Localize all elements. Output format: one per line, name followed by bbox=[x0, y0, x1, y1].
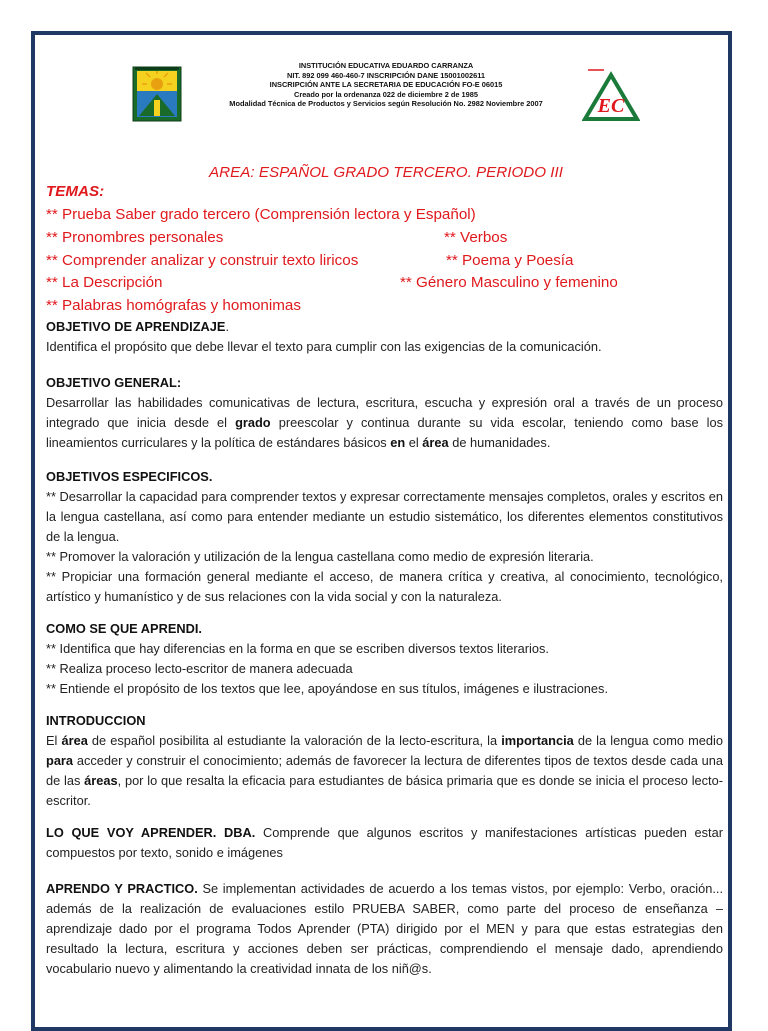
section-text: Identifica el propósito que debe llevar el texto para cumplir con las exigencias de la comunicación. bbox=[46, 339, 602, 354]
ec-triangle-logo bbox=[582, 65, 640, 123]
como-se-que-aprendi-section bbox=[46, 619, 723, 699]
aprendo-y-practico-section bbox=[46, 879, 723, 979]
logo-initials: EC bbox=[597, 95, 625, 117]
list-item: ** Entiende el propósito de los textos que lee, apoyándose en sus títulos, imágenes e ilustraciones. bbox=[46, 681, 608, 696]
institution-registration: INSCRIPCIÓN ANTE LA SECRETARIA DE EDUCACIÓN FO-E 06015 bbox=[269, 80, 503, 90]
school-crest-logo bbox=[132, 66, 182, 122]
list-item: ** Propiciar una formación general mediante el acceso, de manera crítica y creativa, al conocimiento, tecnológico, artístico y humanístico y de sus relaciones con la vida social y con la naturaleza. bbox=[46, 569, 723, 604]
section-heading: INTRODUCCION bbox=[46, 713, 146, 728]
tema-item: ** La Descripción bbox=[46, 274, 163, 291]
introduccion-section bbox=[46, 711, 723, 811]
section-text: El área de español posibilita al estudiante la valoración de la lecto-escritura, la importancia de la lengua como medio para acceder y construir el conocimiento; además de favorecer la lectura de diferentes tipos de textos desde cada una de las áreas, por lo que resalta la eficacia para estudiantes de básica primaria que es donde se inicia el proceso lecto-escritor. bbox=[46, 733, 723, 808]
tema-item: ** Prueba Saber grado tercero (Comprensión lectora y Español) bbox=[46, 206, 476, 223]
section-text: Desarrollar las habilidades comunicativas de lectura, escritura, escucha y expresión oral a través de un proceso integrado que inicia desde el grado preescolar y continua durante su vida escolar, teniendo como base los lineamientos curriculares y la política de estándares básicos en el área de humanidades. bbox=[46, 395, 723, 450]
objetivos-especificos-section bbox=[46, 467, 723, 607]
tema-item: ** Género Masculino y femenino bbox=[400, 274, 618, 291]
section-heading: LO QUE VOY APRENDER. DBA. bbox=[46, 825, 256, 840]
tema-item: ** Pronombres personales bbox=[46, 229, 224, 246]
list-item: ** Desarrollar la capacidad para comprender textos y expresar correctamente mensajes completos, orales y escritos en la lengua castellana, así como para entender mediante un estudio sistemático, los diferentes elementos constitutivos de la lengua. bbox=[46, 489, 723, 544]
section-text: LO QUE VOY APRENDER. DBA. Comprende que algunos escritos y manifestaciones artísticas pueden estar compuestos por texto, sonido e imágenes bbox=[46, 825, 723, 860]
tema-item: ** Comprender analizar y construir texto liricos bbox=[46, 252, 359, 269]
list-item: ** Realiza proceso lecto-escritor de manera adecuada bbox=[46, 661, 353, 676]
list-item: ** Identifica que hay diferencias en la forma en que se escriben diversos textos literarios. bbox=[46, 641, 549, 656]
objetivo-general-section bbox=[46, 373, 723, 453]
tema-item: ** Palabras homógrafas y homonimas bbox=[46, 297, 301, 314]
section-heading: COMO SE QUE APRENDI. bbox=[46, 621, 202, 636]
section-text: APRENDO Y PRACTICO. Se implementan actividades de acuerdo a los temas vistos, por ejemplo: Verbo, oración... además de la realización de evaluaciones estilo PRUEBA SABER, como parte del proceso de enseñanza – aprendizaje dado por el programa Todos Aprender (PTA) dirigido por el MEN y para que estas estrategias den resultado la lectura, escritura y acciones deben ser prácticas, comprendiendo el mensaje dado, aprendiendo vocabulario nuevo y alimentando la creatividad innata de los niñ@s. bbox=[46, 881, 723, 976]
section-heading: OBJETIVOS ESPECIFICOS. bbox=[46, 469, 213, 484]
objetivo-aprendizaje-section bbox=[46, 317, 723, 357]
institution-info bbox=[196, 61, 576, 109]
institution-name: INSTITUCIÓN EDUCATIVA EDUARDO CARRANZA bbox=[298, 61, 474, 70]
institution-created: Creado por la ordenanza 022 de diciembre 2 de 1985 bbox=[293, 89, 479, 99]
list-item: ** Promover la valoración y utilización de la lengua castellana como medio de expresión literaria. bbox=[46, 549, 594, 564]
institution-nit: NIT. 892 099 460-460-7 INSCRIPCIÓN DANE 15001002611 bbox=[286, 70, 485, 80]
area-title: AREA: ESPAÑOL GRADO TERCERO. PERIODO III bbox=[209, 164, 563, 181]
tema-item: ** Poema y Poesía bbox=[446, 252, 574, 269]
section-heading: OBJETIVO DE APRENDIZAJE bbox=[46, 319, 226, 334]
heading-period: . bbox=[225, 319, 229, 334]
section-heading: OBJETIVO GENERAL: bbox=[46, 375, 182, 390]
school-header bbox=[46, 61, 726, 131]
section-heading: APRENDO Y PRACTICO. bbox=[46, 881, 198, 896]
lo-que-voy-aprender-section bbox=[46, 823, 723, 863]
document-content bbox=[46, 0, 726, 1024]
tema-item: ** Verbos bbox=[444, 229, 508, 246]
institution-modality: Modalidad Técnica de Productos y Servicios según Resolución No. 2982 Noviembre 2007 bbox=[229, 99, 543, 109]
temas-heading: TEMAS: bbox=[46, 183, 105, 200]
